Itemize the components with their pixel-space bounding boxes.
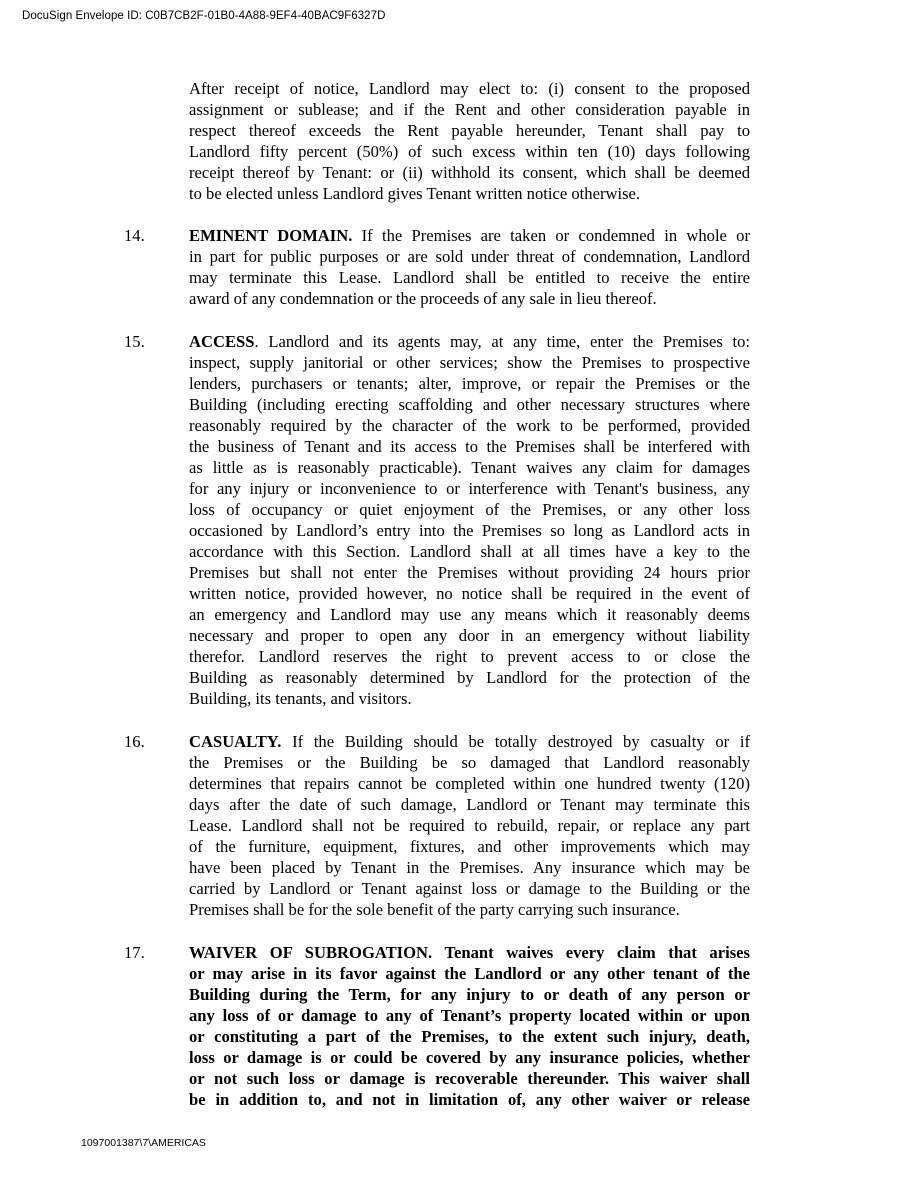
section-number: 15. xyxy=(124,332,145,351)
text-line: Premises shall be for the sole benefit of the party carrying such insurance. xyxy=(189,900,680,919)
continuation-paragraph xyxy=(189,78,750,204)
section-number: 16. xyxy=(124,732,145,751)
text-line: therefor. Landlord reserves the right to prevent access to or close the xyxy=(189,647,750,666)
text-line: respect thereof exceeds the Rent payable hereunder, Tenant shall pay to xyxy=(189,121,750,140)
text-line: be in addition to, and not in limitation of, any other waiver or release xyxy=(189,1090,750,1109)
text-line: written notice, provided however, no notice shall be required in the event of xyxy=(189,584,750,603)
text-line: reasonably required by the character of the work to be performed, provided xyxy=(189,416,750,435)
text-line: determines that repairs cannot be completed within one hundred twenty (120) xyxy=(189,774,750,793)
section-access xyxy=(189,331,750,709)
section-number: 14. xyxy=(124,226,145,245)
text-line: award of any condemnation or the proceeds of any sale in lieu thereof. xyxy=(189,289,657,308)
text-line: have been placed by Tenant in the Premises. Any insurance which may be xyxy=(189,858,750,877)
text-line: Lease. Landlord shall not be required to rebuild, repair, or replace any part xyxy=(189,816,750,835)
text-line: may terminate this Lease. Landlord shall be entitled to receive the entire xyxy=(189,268,750,287)
text-line: as little as is reasonably practicable). Tenant waives any claim for damages xyxy=(189,458,750,477)
text-line: any loss of or damage to any of Tenant’s property located within or upon xyxy=(189,1006,750,1025)
text-line: After receipt of notice, Landlord may elect to: (i) consent to the proposed xyxy=(189,79,750,98)
text-line: Building during the Term, for any injury to or death of any person or xyxy=(189,985,750,1004)
section-eminent-domain xyxy=(189,225,750,309)
section-heading: WAIVER OF SUBROGATION. xyxy=(189,943,433,962)
section-heading: EMINENT DOMAIN. xyxy=(189,226,353,245)
text-line: Building, its tenants, and visitors. xyxy=(189,689,412,708)
text-line: or not such loss or damage is recoverable thereunder. This waiver shall xyxy=(189,1069,750,1088)
text-segment: If the Building should be totally destroyed by casualty or if xyxy=(281,732,750,751)
section-waiver-of-subrogation xyxy=(189,942,750,1110)
section-number: 17. xyxy=(124,943,145,962)
text-line: necessary and proper to open any door in an emergency without liability xyxy=(189,626,750,645)
text-line: inspect, supply janitorial or other services; show the Premises to prospective xyxy=(189,353,750,372)
text-segment: . Landlord and its agents may, at any time, enter the Premises to: xyxy=(254,332,750,351)
text-line xyxy=(189,225,750,246)
text-segment: If the Premises are taken or condemned in whole or xyxy=(352,226,751,245)
text-line: Premises but shall not enter the Premises without providing 24 hours prior xyxy=(189,563,750,582)
text-line: receipt thereof by Tenant: or (ii) withhold its consent, which shall be deemed xyxy=(189,163,750,182)
text-line: of the furniture, equipment, fixtures, and other improvements which may xyxy=(189,837,750,856)
text-line: Building as reasonably determined by Landlord for the protection of the xyxy=(189,668,750,687)
text-line: occasioned by Landlord’s entry into the Premises so long as Landlord acts in xyxy=(189,521,750,540)
text-line xyxy=(189,331,750,352)
text-line: Landlord fifty percent (50%) of such excess within ten (10) days following xyxy=(189,142,750,161)
envelope-id: DocuSign Envelope ID: C0B7CB2F-01B0-4A88-9EF4-40BAC9F6327D xyxy=(22,10,386,22)
text-line: or constituting a part of the Premises, to the extent such injury, death, xyxy=(189,1027,750,1046)
text-line: carried by Landlord or Tenant against loss or damage to the Building or the xyxy=(189,879,750,898)
text-line: days after the date of such damage, Landlord or Tenant may terminate this xyxy=(189,795,750,814)
text-line: an emergency and Landlord may use any means which it reasonably deems xyxy=(189,605,750,624)
text-line: loss of occupancy or quiet enjoyment of the Premises, or any other loss xyxy=(189,500,750,519)
text-line: in part for public purposes or are sold under threat of condemnation, Landlord xyxy=(189,247,750,266)
text-line xyxy=(189,731,750,752)
text-line: loss or damage is or could be covered by any insurance policies, whether xyxy=(189,1048,750,1067)
text-line: assignment or sublease; and if the Rent and other consideration payable in xyxy=(189,100,750,119)
text-line: lenders, purchasers or tenants; alter, improve, or repair the Premises or the xyxy=(189,374,750,393)
section-casualty xyxy=(189,731,750,920)
text-line: or may arise in its favor against the Landlord or any other tenant of the xyxy=(189,964,750,983)
text-line xyxy=(189,942,750,963)
text-line: Building (including erecting scaffolding and other necessary structures where xyxy=(189,395,750,414)
section-heading: ACCESS xyxy=(189,332,255,351)
text-line: to be elected unless Landlord gives Tenant written notice otherwise. xyxy=(189,184,641,203)
text-segment: Tenant waives every claim that arises xyxy=(432,943,750,962)
text-line: for any injury or inconvenience to or interference with Tenant's business, any xyxy=(189,479,750,498)
text-line: accordance with this Section. Landlord shall at all times have a key to the xyxy=(189,542,750,561)
text-line: the Premises or the Building be so damaged that Landlord reasonably xyxy=(189,753,750,772)
section-heading: CASUALTY. xyxy=(189,732,282,751)
footer-document-id: 1097001387\7\AMERICAS xyxy=(81,1137,206,1149)
text-line: the business of Tenant and its access to the Premises shall be interfered with xyxy=(189,437,750,456)
